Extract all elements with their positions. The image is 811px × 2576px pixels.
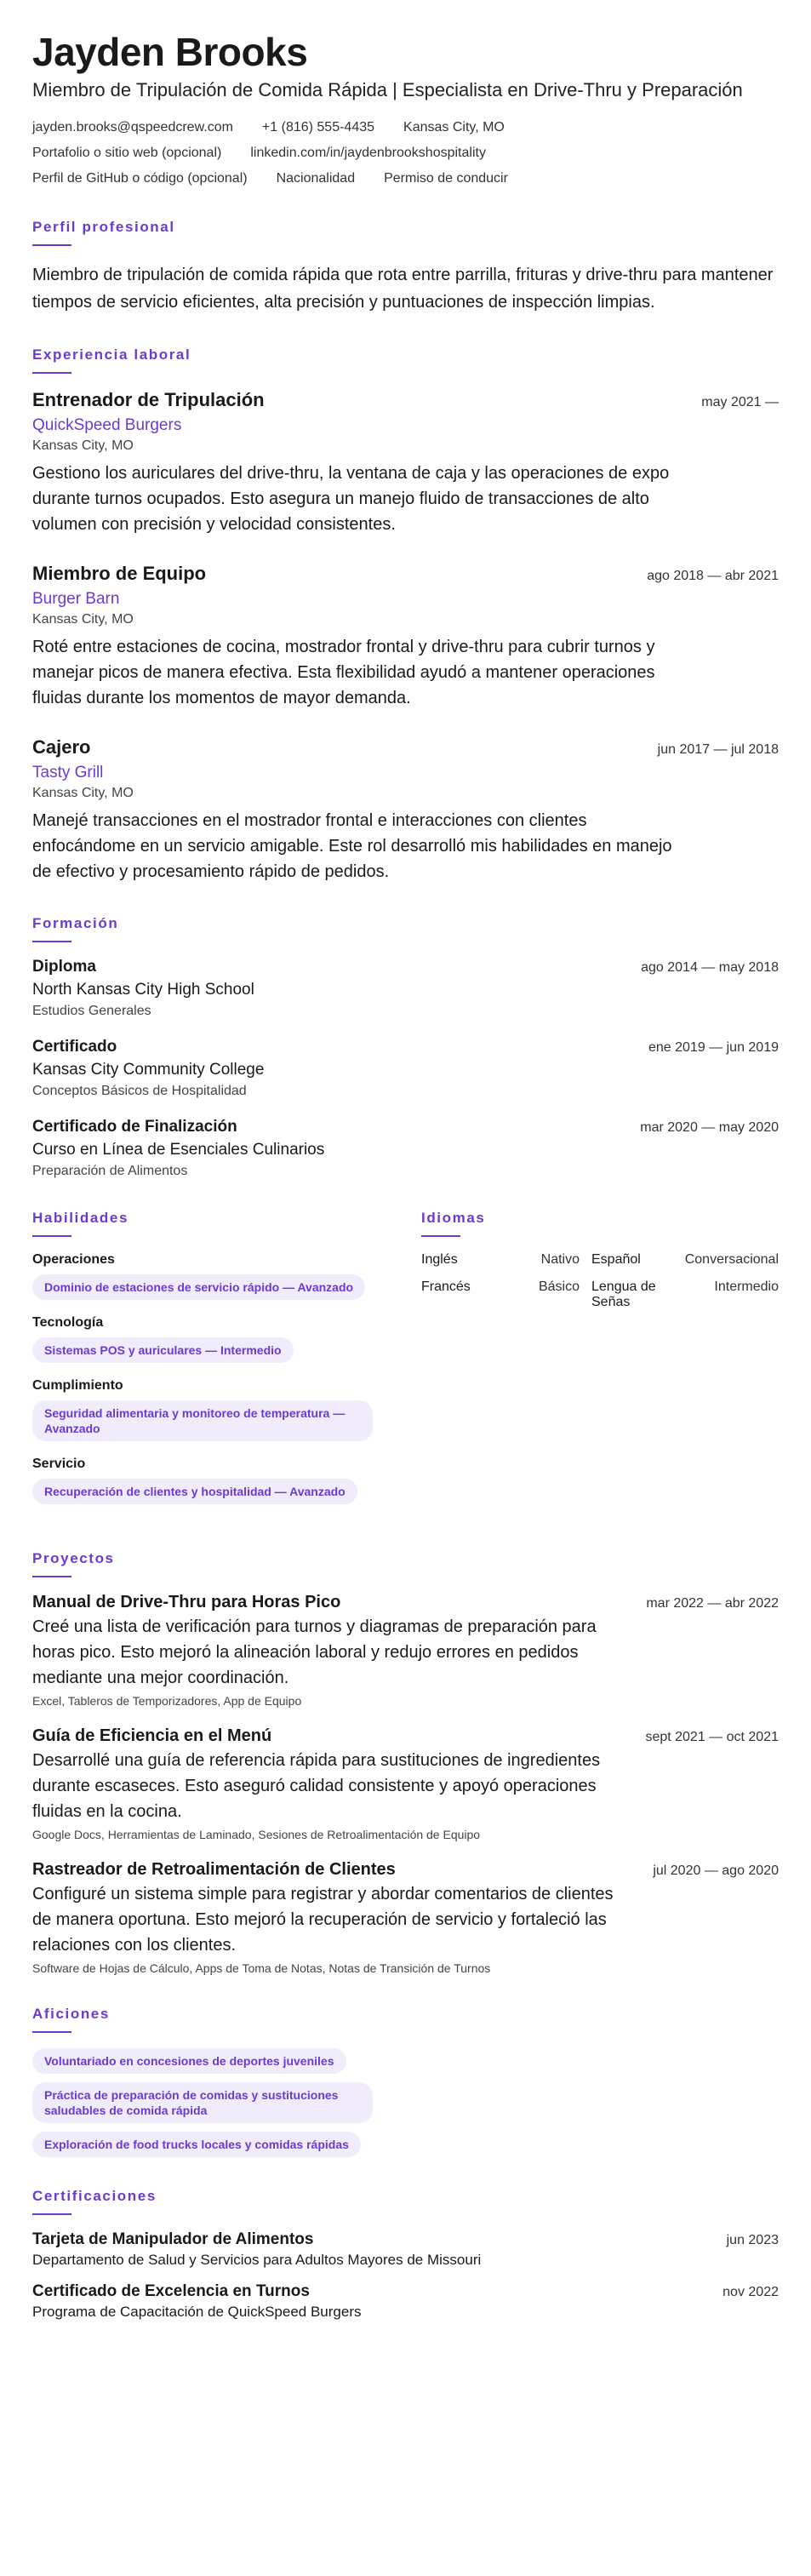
certification-entry xyxy=(32,2230,779,2269)
job-title: Entrenador de Tripulación xyxy=(32,388,265,410)
candidate-headline: Miembro de Tripulación de Comida Rápida | Especialista en Drive-Thru y Preparación xyxy=(32,78,743,100)
hobby-list xyxy=(32,2048,779,2157)
job-company: Tasty Grill xyxy=(32,763,104,781)
hobby-chip: Voluntariado en concesiones de deportes juveniles xyxy=(32,2048,346,2074)
experience-entry xyxy=(32,563,779,711)
certifications-section xyxy=(32,2188,779,2321)
contact-license: Permiso de conducir xyxy=(384,170,508,186)
section-title: Experiencia laboral xyxy=(32,346,191,363)
skill-group xyxy=(32,1378,390,1441)
certification-issuer: Programa de Capacitación de QuickSpeed Burgers xyxy=(32,2303,362,2320)
project-tools: Google Docs, Herramientas de Laminado, Sesiones de Retroalimentación de Equipo xyxy=(32,1827,481,1841)
job-company: Burger Barn xyxy=(32,589,120,608)
language-level: Básico xyxy=(538,1279,580,1294)
certification-name: Certificado de Excelencia en Turnos xyxy=(32,2281,310,2300)
contact-linkedin[interactable]: linkedin.com/in/jaydenbrookshospitality xyxy=(250,145,486,160)
section-title: Formación xyxy=(32,914,119,931)
job-title: Cajero xyxy=(32,736,91,758)
skill-group xyxy=(32,1315,390,1363)
section-title: Idiomas xyxy=(421,1209,486,1226)
education-section xyxy=(32,915,779,1179)
contact-phone[interactable]: +1 (816) 555-4435 xyxy=(261,119,375,135)
job-description: Gestiono los auriculares del drive-thru, la ventana de caja y las operaciones de expo durante turnos ocupados. Esto asegura un manejo fluido de transacciones de alto volumen con precisión y velocidad consistentes. xyxy=(32,463,670,534)
contact-github[interactable]: Perfil de GitHub o código (opcional) xyxy=(32,170,248,186)
project-name: Rastreador de Retroalimentación de Clientes xyxy=(32,1859,396,1879)
certification-date: nov 2022 xyxy=(722,2284,779,2299)
project-dates: jul 2020 — ago 2020 xyxy=(653,1863,779,1878)
section-divider xyxy=(32,1576,71,1577)
language-level: Conversacional xyxy=(684,1251,779,1267)
study-field: Preparación de Alimentos xyxy=(32,1163,188,1178)
resume-header xyxy=(32,31,779,188)
section-title: Proyectos xyxy=(32,1549,115,1566)
section-divider xyxy=(32,941,71,942)
job-dates: may 2021 — xyxy=(701,394,779,409)
degree-title: Certificado de Finalización xyxy=(32,1117,237,1136)
project-description: Desarrollé una guía de referencia rápida para sustituciones de ingredientes durante escaseces. Esto aseguró calidad consistente y apoyó operaciones fluidas en la cocina. xyxy=(32,1750,601,1821)
study-field: Conceptos Básicos de Hospitalidad xyxy=(32,1083,247,1098)
job-dates: ago 2018 — abr 2021 xyxy=(647,568,779,583)
contact-website[interactable]: Portafolio o sitio web (opcional) xyxy=(32,145,222,160)
certification-entry xyxy=(32,2282,779,2321)
summary-text: Miembro de tripulación de comida rápida que rota entre parrilla, frituras y drive-thru para mantener tiempos de servicio eficientes, alta precisión y puntuaciones de inspección limpias. xyxy=(32,265,774,312)
section-title: Certificaciones xyxy=(32,2187,157,2204)
certification-issuer: Departamento de Salud y Servicios para Adultos Mayores de Missouri xyxy=(32,2251,482,2268)
section-title: Aficiones xyxy=(32,2005,110,2022)
languages-grid xyxy=(421,1252,779,1310)
project-entry xyxy=(32,1593,779,1708)
skill-group xyxy=(32,1457,390,1504)
section-title: Habilidades xyxy=(32,1209,129,1226)
contact-nationality: Nacionalidad xyxy=(276,170,356,186)
section-divider xyxy=(32,244,71,246)
certification-name: Tarjeta de Manipulador de Alimentos xyxy=(32,2230,314,2248)
skill-category: Operaciones xyxy=(32,1251,115,1267)
skill-chip: Dominio de estaciones de servicio rápido — Avanzado xyxy=(32,1274,365,1300)
job-description: Roté entre estaciones de cocina, mostrador frontal y drive-thru para cubrir turnos y manejar picos de manera efectiva. Esta flexibilidad ayudó a mantener operaciones fluidas durante los momentos de mayor demanda. xyxy=(32,637,655,707)
education-dates: ago 2014 — may 2018 xyxy=(641,959,779,975)
school-name: Curso en Línea de Esenciales Culinarios xyxy=(32,1140,325,1159)
project-name: Manual de Drive-Thru para Horas Pico xyxy=(32,1592,341,1611)
experience-section xyxy=(32,346,779,884)
language-name: Inglés xyxy=(421,1251,458,1267)
language-name: Español xyxy=(591,1251,641,1267)
candidate-name: Jayden Brooks xyxy=(32,30,308,74)
section-divider xyxy=(32,1235,71,1237)
job-location: Kansas City, MO xyxy=(32,785,134,800)
summary-section xyxy=(32,219,779,316)
education-entry xyxy=(32,1118,779,1179)
certification-date: jun 2023 xyxy=(726,2232,779,2247)
skill-chip: Sistemas POS y auriculares — Intermedio xyxy=(32,1337,294,1363)
experience-entry xyxy=(32,389,779,537)
language-level: Nativo xyxy=(540,1251,580,1267)
hobbies-section xyxy=(32,2006,779,2157)
section-divider xyxy=(32,2031,71,2033)
skill-chip: Recuperación de clientes y hospitalidad — Avanzado xyxy=(32,1479,357,1504)
job-company: QuickSpeed Burgers xyxy=(32,415,182,434)
projects-section xyxy=(32,1550,779,1975)
project-entry xyxy=(32,1726,779,1841)
project-description: Creé una lista de verificación para turnos y diagramas de preparación para horas pico. Esto mejoró la alineación laboral y redujo errores en pedidos mediante una mejor coordinación. xyxy=(32,1617,597,1687)
experience-entry xyxy=(32,736,779,884)
contact-location: Kansas City, MO xyxy=(403,119,505,135)
section-divider xyxy=(32,372,71,374)
project-dates: sept 2021 — oct 2021 xyxy=(645,1729,779,1744)
project-name: Guía de Eficiencia en el Menú xyxy=(32,1726,272,1745)
skill-category: Servicio xyxy=(32,1456,86,1471)
skills-languages-row xyxy=(32,1210,779,1520)
degree-title: Certificado xyxy=(32,1037,117,1056)
job-location: Kansas City, MO xyxy=(32,611,134,627)
hobby-chip: Exploración de food trucks locales y comidas rápidas xyxy=(32,2132,361,2157)
contact-info xyxy=(32,118,696,188)
education-dates: ene 2019 — jun 2019 xyxy=(648,1039,779,1055)
job-title: Miembro de Equipo xyxy=(32,562,207,584)
language-name: Francés xyxy=(421,1279,471,1294)
job-dates: jun 2017 — jul 2018 xyxy=(657,741,779,757)
education-entry xyxy=(32,958,779,1019)
skill-category: Tecnología xyxy=(32,1314,104,1330)
contact-email[interactable]: jayden.brooks@qspeedcrew.com xyxy=(32,119,233,135)
section-divider xyxy=(421,1235,460,1237)
section-divider xyxy=(32,2213,71,2215)
project-tools: Software de Hojas de Cálculo, Apps de Toma de Notas, Notas de Transición de Turnos xyxy=(32,1961,491,1975)
school-name: North Kansas City High School xyxy=(32,980,254,999)
skill-category: Cumplimiento xyxy=(32,1377,123,1393)
project-description: Configuré un sistema simple para registrar y abordar comentarios de clientes de manera oportuna. Esto mejoró la recuperación de servicio y fortaleció las relaciones con los clientes. xyxy=(32,1884,614,1955)
languages-section xyxy=(421,1210,779,1520)
school-name: Kansas City Community College xyxy=(32,1060,265,1079)
job-description: Manejé transacciones en el mostrador frontal e interacciones con clientes enfocándome en un servicio amigable. Este rol desarrolló mis habilidades en manejo de efectivo y procesamiento rápido de pedidos. xyxy=(32,810,672,881)
skills-section xyxy=(32,1210,390,1520)
hobby-chip: Práctica de preparación de comidas y sustituciones saludables de comida rápida xyxy=(32,2082,373,2123)
education-dates: mar 2020 — may 2020 xyxy=(640,1119,779,1135)
job-location: Kansas City, MO xyxy=(32,438,134,453)
project-dates: mar 2022 — abr 2022 xyxy=(646,1595,779,1611)
project-entry xyxy=(32,1860,779,1975)
section-title: Perfil profesional xyxy=(32,218,175,235)
language-name: Lengua de Señas xyxy=(591,1279,656,1309)
skill-chip: Seguridad alimentaria y monitoreo de temperatura — Avanzado xyxy=(32,1400,373,1441)
degree-title: Diploma xyxy=(32,957,96,976)
study-field: Estudios Generales xyxy=(32,1003,151,1018)
language-level: Intermedio xyxy=(714,1279,779,1294)
skill-group xyxy=(32,1252,390,1300)
project-tools: Excel, Tableros de Temporizadores, App de Equipo xyxy=(32,1693,302,1708)
education-entry xyxy=(32,1038,779,1099)
